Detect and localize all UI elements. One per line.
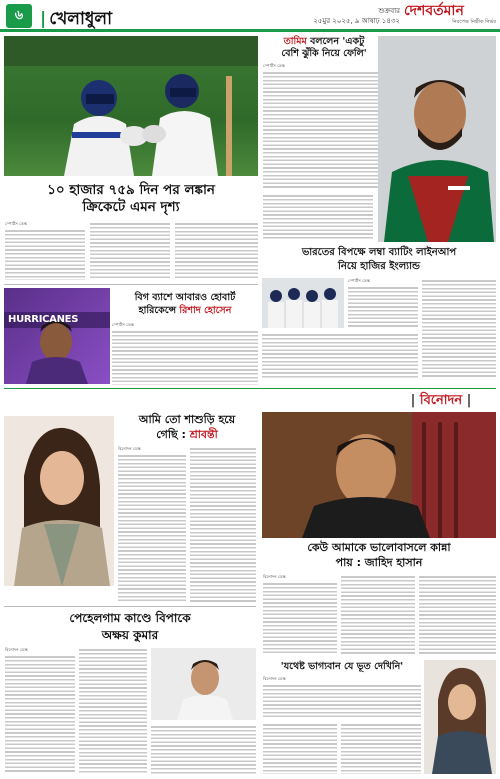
story2-headline	[262, 36, 386, 60]
story4-headline	[262, 246, 496, 274]
story1-body-col2	[90, 221, 170, 280]
story2-byline: স্পোর্টস ডেস্ক	[263, 63, 285, 68]
england-team-photo	[262, 278, 344, 328]
story4-headline-line2: নিয়ে হাজির ইংল্যান্ড	[338, 261, 420, 272]
page-number: ৬	[6, 4, 32, 28]
logo-tagline: নিরপেক্ষ নির্ভীক নির্ভর	[452, 19, 496, 25]
cricket-photo	[4, 36, 258, 176]
story2-body-main	[263, 70, 388, 190]
story7-body-col3	[151, 724, 256, 774]
actress-portrait-illustration	[4, 416, 114, 586]
story7-byline: বিনোদন ডেস্ক	[5, 647, 28, 652]
story7-body-col2	[79, 647, 147, 774]
story3-headline-line1: বিগ ব্যাশে আবারও হোবার্ট	[134, 292, 236, 303]
story7-body-col1	[5, 654, 75, 774]
story3-headline-line2a: হারিকেন্সে	[138, 305, 180, 316]
actor-portrait-illustration	[262, 412, 496, 538]
story1-body-col3	[175, 221, 258, 280]
story1-headline	[4, 182, 258, 216]
story3-headline	[112, 291, 258, 317]
newspaper-logo	[404, 3, 496, 27]
story2-headline-name: তামিম	[283, 36, 307, 47]
zahid-hasan-photo	[262, 412, 496, 538]
story1-byline: স্পোর্টস ডেস্ক	[5, 221, 27, 226]
story5-headline-line1: আমি তো শাশুড়ি হয়ে	[138, 413, 236, 426]
story6-headline	[262, 540, 496, 570]
story5-body-col2	[190, 446, 256, 603]
story5-headline-line2a: গেছি :	[156, 428, 190, 441]
story6-body-col2	[341, 574, 415, 655]
date-day: শুক্রবার	[378, 7, 400, 15]
cricketers-illustration	[4, 36, 258, 176]
story4-headline-line1: ভারতের বিপক্ষে লম্বা ব্যাটিং লাইনআপ	[301, 247, 457, 258]
story6-body-col1	[263, 581, 337, 655]
actor-portrait-illustration-2	[151, 648, 256, 720]
story8-byline: বিনোদন ডেস্ক	[263, 676, 286, 681]
story7-headline-line2: অক্ষয় কুমার	[101, 628, 159, 642]
story8-body-col1	[263, 722, 337, 774]
story4-body-bottom	[262, 332, 418, 378]
entertainment-rule	[4, 388, 496, 389]
story5-byline: বিনোদন ডেস্ক	[118, 446, 141, 451]
story1-headline-line2: ক্রিকেটে এমন দৃশ্য	[82, 199, 180, 215]
story4-body-col1	[348, 285, 418, 328]
england-players-illustration	[262, 278, 344, 328]
tamim-photo	[378, 36, 496, 242]
hurricanes-graphic	[4, 288, 110, 384]
srabanti-photo	[4, 416, 114, 586]
story2-body-bottom	[263, 193, 373, 241]
entertainment-section-text: বিনোদন	[419, 393, 463, 408]
story7-headline-line1: পেহেলগাম কাণ্ডে বিপাকে	[69, 611, 191, 625]
story7-headline	[4, 610, 256, 644]
date-full: ২৫মুর ২০২৫, ৯ আষাঢ় ১৪৩২	[313, 17, 400, 25]
story8-body-col2	[341, 722, 421, 774]
story7-top-rule	[4, 606, 256, 607]
story6-byline: বিনোদন ডেস্ক	[263, 574, 286, 579]
entertainment-section-label: | বিনোদন |	[410, 393, 472, 408]
story5-body-col1	[118, 453, 186, 603]
story3-byline: স্পোর্টস ডেস্ক	[112, 322, 134, 327]
hurricanes-badge: HURRICANES	[8, 314, 79, 325]
actress-photo-2	[424, 660, 496, 774]
player-portrait-illustration	[378, 36, 496, 242]
story2-headline-line2: বেশি ঝুঁকি নিয়ে ফেলি'	[281, 48, 367, 59]
story3-top-rule	[4, 284, 258, 285]
actress-portrait-illustration-2	[424, 660, 496, 774]
section-title: | খেলাধুলা	[40, 6, 112, 34]
story4-byline: স্পোর্টস ডেস্ক	[348, 278, 370, 283]
story6-headline-line2: পায় : জাহিদ হাসান	[335, 556, 423, 569]
story6-body-col3	[419, 574, 496, 655]
story1-headline-line1: ১০ হাজার ৭৫৯ দিন পর লঙ্কান	[47, 182, 215, 198]
story5-headline	[118, 412, 256, 442]
story4-body-col2	[422, 278, 496, 378]
rishad-photo	[4, 288, 110, 384]
story8-headline: 'যথেষ্ট ভাগ্যবান যে ভূত দেখিনি'	[280, 661, 404, 672]
story3-body	[112, 329, 258, 385]
story1-body-col1	[5, 228, 85, 280]
logo-text: দেশবর্তমান	[404, 3, 464, 19]
date-block	[290, 6, 400, 26]
story8-body-top	[263, 683, 421, 719]
akshay-photo	[151, 648, 256, 720]
story5-headline-name: শ্রাবন্তী	[189, 428, 218, 441]
story3-headline-name: রিশাদ হোসেন	[179, 305, 232, 316]
story6-headline-line1: কেউ আমাকে ভালোবাসলে কান্না	[307, 541, 451, 554]
story2-headline-rest: বললেন 'একটু	[306, 36, 365, 47]
